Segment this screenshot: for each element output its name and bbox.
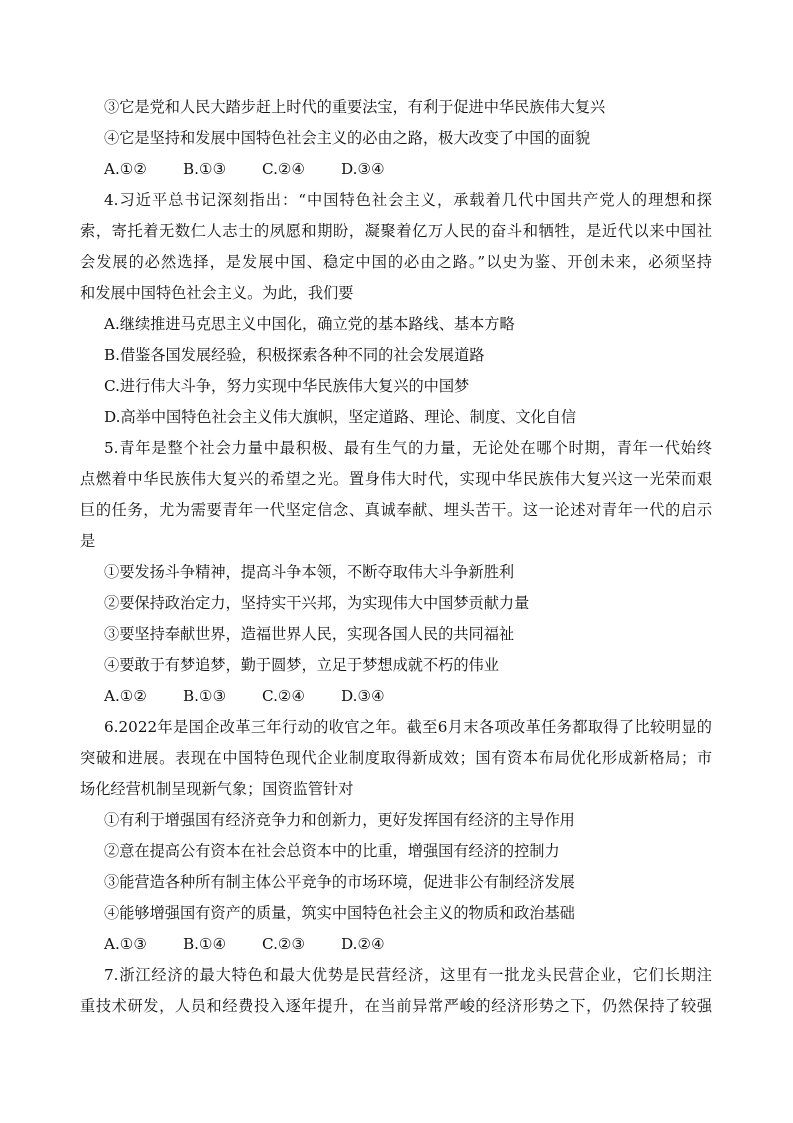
question-stem-line: 巨的任务，尤为需要青年一代坚定信念、真诚奉献、埋头苦干。这一论述对青年一代的启示: [80, 501, 712, 519]
answer-choices: [80, 929, 712, 960]
question-4: [80, 185, 712, 433]
statement-item: ③它是党和人民大踏步赶上时代的重要法宝，有利于促进中华民族伟大复兴: [104, 98, 606, 116]
choice-b: B.①④: [183, 935, 227, 953]
choice-c: C.②④: [262, 687, 306, 705]
answer-choices: [80, 154, 712, 185]
choice-b: B.①③: [183, 160, 227, 178]
option-c: C.进行伟大斗争，努力实现中华民族伟大复兴的中国梦: [104, 377, 470, 395]
question-3-tail: [80, 92, 712, 185]
statement-item: ④它是坚持和发展中国特色社会主义的必由之路，极大改变了中国的面貌: [104, 129, 590, 147]
question-5: [80, 433, 712, 712]
question-stem-line: 点燃着中华民族伟大复兴的希望之光。置身伟大时代，实现中华民族伟大复兴这一光荣而艰: [80, 470, 712, 488]
choice-a: A.①②: [104, 687, 148, 705]
statement-item: ③要坚持奉献世界，造福世界人民，实现各国人民的共同福祉: [104, 625, 515, 643]
question-stem-line: 会发展的必然选择，是发展中国、稳定中国的必由之路。”以史为鉴、开创未来，必须坚持: [80, 253, 712, 271]
question-stem-line: 重技术研发，人员和经费投入逐年提升，在当前异常严峻的经济形势之下，仍然保持了较强: [80, 997, 712, 1015]
statement-item: ②要保持政治定力，坚持实干兴邦，为实现伟大中国梦贡献力量: [104, 594, 530, 612]
statement-item: ①要发扬斗争精神，提高斗争本领，不断夺取伟大斗争新胜利: [104, 563, 515, 581]
question-stem-line: 是: [80, 532, 96, 550]
choice-d: D.③④: [341, 160, 385, 178]
question-stem-line: 4.习近平总书记深刻指出：“中国特色社会主义，承载着几代中国共产党人的理想和探: [104, 191, 712, 209]
question-stem-line: 突破和进展。表现在中国特色现代企业制度取得新成效；国有资本布局优化形成新格局；市: [80, 749, 712, 767]
exam-page: [80, 92, 712, 1022]
question-6: [80, 712, 712, 960]
statement-item: ③能营造各种所有制主体公平竞争的市场环境，促进非公有制经济发展: [104, 873, 575, 891]
choice-b: B.①③: [183, 687, 227, 705]
answer-choices: [80, 681, 712, 712]
option-a: A.继续推进马克思主义中国化，确立党的基本路线、基本方略: [104, 315, 515, 333]
question-stem-line: 和发展中国特色社会主义。为此，我们要: [80, 284, 354, 302]
option-d: D.高举中国特色社会主义伟大旗帜，坚定道路、理论、制度、文化自信: [104, 408, 577, 426]
question-stem-line: 索，寄托着无数仁人志士的夙愿和期盼，凝聚着亿万人民的奋斗和牺牲，是近代以来中国社: [80, 222, 712, 240]
choice-d: D.②④: [341, 935, 385, 953]
question-stem-line: 7.浙江经济的最大特色和最大优势是民营经济，这里有一批龙头民营企业，它们长期注: [104, 966, 712, 984]
question-stem-line: 6.2022年是国企改革三年行动的收官之年。截至6月末各项改革任务都取得了比较明显的: [104, 718, 712, 736]
statement-item: ④要敢于有梦追梦，勤于圆梦，立足于梦想成就不朽的伟业: [104, 656, 499, 674]
choice-c: C.②④: [262, 160, 306, 178]
question-stem-line: 5.青年是整个社会力量中最积极、最有生气的力量，无论处在哪个时期，青年一代始终: [104, 439, 712, 457]
choice-d: D.③④: [341, 687, 385, 705]
choice-a: A.①③: [104, 935, 148, 953]
choice-a: A.①②: [104, 160, 148, 178]
choice-c: C.②③: [262, 935, 306, 953]
question-7: [80, 960, 712, 1022]
question-stem-line: 场化经营机制呈现新气象；国资监管针对: [80, 780, 354, 798]
statement-item: ④能够增强国有资产的质量，筑实中国特色社会主义的物质和政治基础: [104, 904, 575, 922]
statement-item: ②意在提高公有资本在社会总资本中的比重，增强国有经济的控制力: [104, 842, 560, 860]
statement-item: ①有利于增强国有经济竞争力和创新力，更好发挥国有经济的主导作用: [104, 811, 575, 829]
option-b: B.借鉴各国发展经验，积极探索各种不同的社会发展道路: [104, 346, 485, 364]
